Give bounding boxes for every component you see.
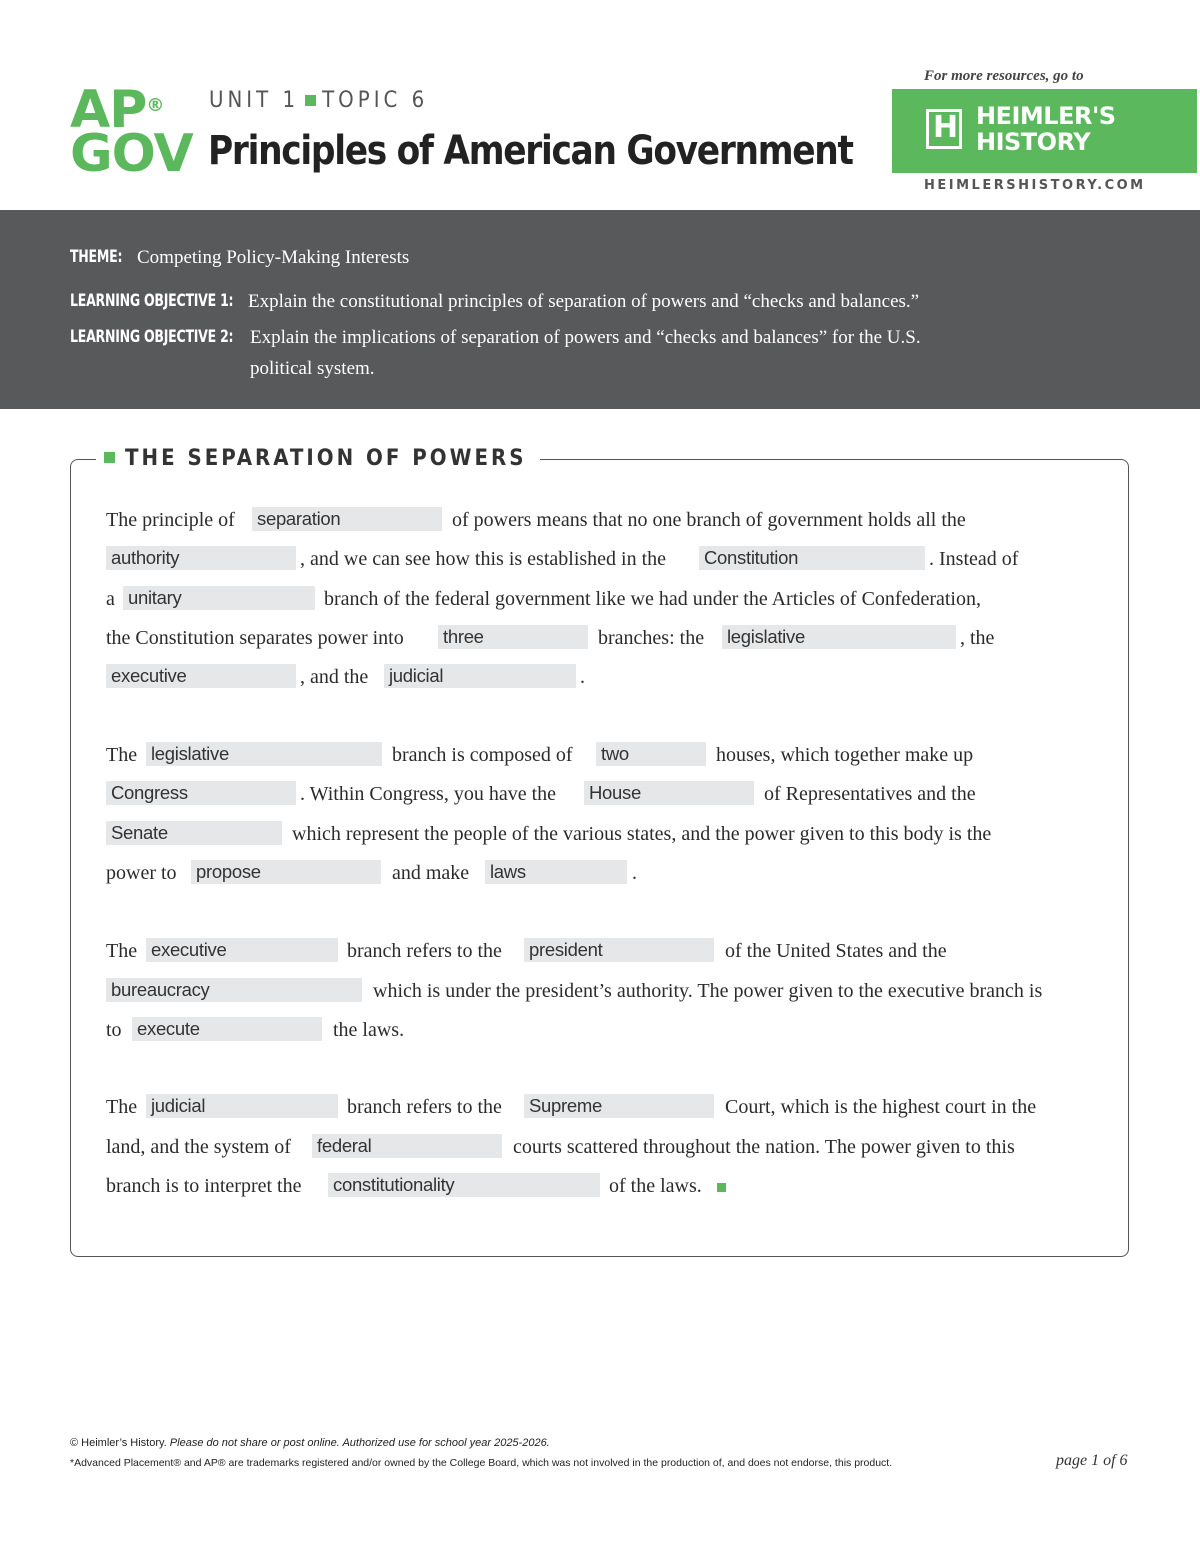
copyright: © Heimler’s History. xyxy=(70,1437,167,1449)
answer-field[interactable]: unitary xyxy=(123,586,315,610)
p4-text: land, and the system of xyxy=(106,1136,291,1158)
answer-field[interactable]: authority xyxy=(106,546,296,570)
answer-field[interactable]: federal xyxy=(312,1134,502,1158)
copyright-line xyxy=(70,1437,550,1449)
answer-field[interactable]: laws xyxy=(485,860,627,884)
p1-text: . xyxy=(580,666,585,688)
p2-text: of Representatives and the xyxy=(764,783,976,805)
p3-text: which is under the president’s authority. The power given to the executive branch is xyxy=(373,980,1043,1002)
answer-field[interactable]: House xyxy=(584,781,754,805)
answer-field[interactable]: constitutionality xyxy=(328,1173,600,1197)
p2-text: power to xyxy=(106,862,177,884)
lo1-text: Explain the constitutional principles of separation of powers and “checks and balances.” xyxy=(248,291,920,312)
answer-field[interactable]: Supreme xyxy=(524,1094,714,1118)
p1-text: branch of the federal government like we had under the Articles of Confederation, xyxy=(324,588,981,610)
answer-field[interactable]: separation xyxy=(252,507,442,531)
answer-field[interactable]: president xyxy=(524,938,714,962)
section-header xyxy=(96,446,540,471)
lo2-text-line1: Explain the implications of separation of powers and “checks and balances” for the U.S. xyxy=(250,327,921,348)
ap-gov-logo xyxy=(70,80,193,184)
theme-text: Competing Policy-Making Interests xyxy=(137,247,410,268)
p2-text: which represent the people of the various states, and the power given to this body is the xyxy=(292,823,992,845)
p1-text: , and the xyxy=(300,666,369,688)
p4-text: branch refers to the xyxy=(347,1096,502,1118)
separator-square xyxy=(305,95,316,106)
brand-h-icon xyxy=(926,109,962,149)
p1-text: branches: the xyxy=(598,627,705,649)
p1-text: . Instead of xyxy=(929,548,1019,570)
end-square-icon xyxy=(717,1183,726,1192)
p3-text: the laws. xyxy=(333,1019,405,1041)
logo-ap: AP xyxy=(70,80,147,140)
p1-text: of powers means that no one branch of government holds all the xyxy=(452,509,966,531)
answer-field[interactable]: executive xyxy=(146,938,338,962)
p3-text: of the United States and the xyxy=(725,940,947,962)
p1-text: , and we can see how this is established in the xyxy=(300,548,667,570)
lo2-text-line2: political system. xyxy=(250,358,375,379)
answer-field[interactable]: three xyxy=(438,625,588,649)
logo-gov: GOV xyxy=(70,124,193,184)
unit-label: UNIT 1 xyxy=(209,88,300,113)
answer-field[interactable]: execute xyxy=(132,1017,322,1041)
answer-field[interactable]: two xyxy=(596,742,706,766)
brand-name: HEIMLER'S HISTORY xyxy=(976,102,1116,156)
p3-text: branch refers to the xyxy=(347,940,502,962)
answer-field[interactable]: judicial xyxy=(146,1094,338,1118)
section-title: THE SEPARATION OF POWERS xyxy=(125,446,527,471)
usage-notice: Please do not share or post online. Authorized use for school year 2025-2026. xyxy=(169,1437,550,1449)
unit-topic-line xyxy=(209,88,428,113)
p1-text: , the xyxy=(960,627,995,649)
trademark-notice: *Advanced Placement® and AP® are trademarks registered and/or owned by the College Board, which was not involved in the production of, and does not endorse, this product. xyxy=(70,1457,893,1469)
p2-text: houses, which together make up xyxy=(716,744,974,766)
answer-field[interactable]: judicial xyxy=(384,664,576,688)
theme-label: THEME: xyxy=(70,247,123,267)
p4-text: Court, which is the highest court in the xyxy=(725,1096,1037,1118)
p1-text: The principle of xyxy=(106,509,235,531)
p4-text: branch is to interpret the xyxy=(106,1175,302,1197)
p3-text: The xyxy=(106,940,138,962)
answer-field[interactable]: Congress xyxy=(106,781,296,805)
p1-text: the Constitution separates power into xyxy=(106,627,404,649)
p3-text: to xyxy=(106,1019,122,1041)
site-link[interactable]: HEIMLERSHISTORY.COM xyxy=(924,178,1146,193)
resources-text: For more resources, go to xyxy=(924,68,1084,84)
lo1-label: LEARNING OBJECTIVE 1: xyxy=(70,291,234,311)
topic-label: TOPIC 6 xyxy=(322,88,429,113)
logo-registered: ® xyxy=(146,95,164,116)
brand-logo[interactable] xyxy=(892,89,1197,173)
p4-text: of the laws. xyxy=(609,1175,702,1197)
p2-text: . Within Congress, you have the xyxy=(300,783,557,805)
p2-text: branch is composed of xyxy=(392,744,573,766)
answer-field[interactable]: propose xyxy=(191,860,381,884)
p1-text: a xyxy=(106,588,115,610)
p2-text: The xyxy=(106,744,138,766)
lo2-label: LEARNING OBJECTIVE 2: xyxy=(70,327,234,347)
p4-text: courts scattered throughout the nation. The power given to this xyxy=(513,1136,1015,1158)
p4-text: The xyxy=(106,1096,138,1118)
page-number: page 1 of 6 xyxy=(1056,1452,1128,1469)
answer-field[interactable]: bureaucracy xyxy=(106,978,362,1002)
answer-field[interactable]: Constitution xyxy=(699,546,925,570)
section-square-icon xyxy=(104,452,115,463)
theme-band xyxy=(0,210,1200,409)
p2-text: and make xyxy=(392,862,470,884)
answer-field[interactable]: legislative xyxy=(146,742,382,766)
p2-text: . xyxy=(632,862,637,884)
answer-field[interactable]: legislative xyxy=(722,625,956,649)
answer-field[interactable]: executive xyxy=(106,664,296,688)
answer-field[interactable]: Senate xyxy=(106,821,282,845)
page-title: Principles of American Government xyxy=(208,128,853,174)
